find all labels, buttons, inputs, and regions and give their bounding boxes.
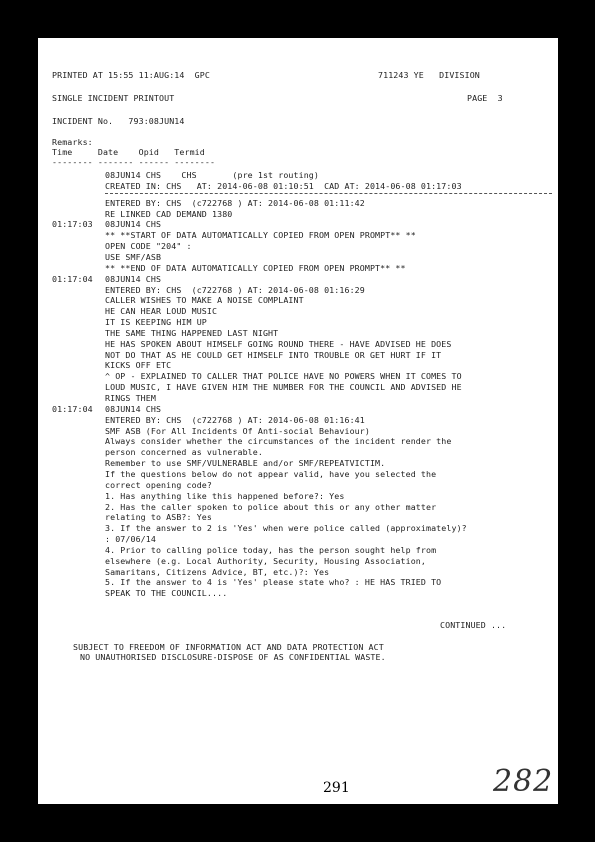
division-code: 711243 YE DIVISION (378, 70, 480, 80)
separator-line (105, 193, 552, 195)
log-line: RINGS THEM (105, 393, 156, 403)
log-line: 2. Has the caller spoken to police about this or any other matter (105, 501, 437, 512)
log-line: 1. Has anything like this happened before?: Yes (105, 490, 345, 501)
log-time: 01:17:03 (52, 219, 93, 230)
log-line: person concerned as vulnerable. (105, 447, 263, 458)
log-line: 08JUN14 CHS (105, 403, 162, 414)
page-label: PAGE 3 (467, 93, 503, 103)
log-line: : 07/06/14 (105, 534, 156, 545)
handwritten-number: 282 (493, 764, 554, 799)
log-line: elsewhere (e.g. Local Authority, Security, Housing Association, (105, 555, 426, 566)
log-line: HE HAS SPOKEN ABOUT HIMSELF GOING ROUND THERE - HAVE ADVISED HE DOES (105, 338, 452, 349)
log-line: THE SAME THING HAPPENED LAST NIGHT (105, 327, 279, 338)
log-line: USE SMF/ASB (105, 251, 162, 262)
log-line: Always consider whether the circumstances of the incident render the (105, 436, 452, 447)
log-line: HE CAN HEAR LOUD MUSIC (105, 306, 218, 317)
footer-line-2: NO UNAUTHORISED DISCLOSURE-DISPOSE OF AS CONFIDENTIAL WASTE. (80, 652, 386, 662)
log-line: correct opening code? (105, 479, 212, 490)
document-page (38, 38, 558, 804)
log-time: 01:17:04 (52, 273, 93, 284)
log-line: LOUD MUSIC, I HAVE GIVEN HIM THE NUMBER FOR THE COUNCIL AND ADVISED HE (105, 382, 462, 393)
document-title: SINGLE INCIDENT PRINTOUT (52, 93, 175, 103)
column-headers: Time Date Opid Termid (52, 147, 205, 157)
log-line: RE LINKED CAD DEMAND 1380 (105, 208, 233, 219)
log-line: ** **END OF DATA AUTOMATICALLY COPIED FROM OPEN PROMPT** ** (105, 262, 406, 273)
log-line: ENTERED BY: CHS (c722768 ) AT: 2014-06-08 01:16:41 (105, 414, 365, 425)
footer-line-1: SUBJECT TO FREEDOM OF INFORMATION ACT AND DATA PROTECTION ACT (73, 642, 384, 652)
log-line: CREATED IN: CHS AT: 2014-06-08 01:10:51 CAD AT: 2014-06-08 01:17:03 (105, 180, 462, 191)
page-number: 291 (323, 780, 350, 796)
log-line: Samaritans, Citizens Advice, BT, etc.)?: Yes (105, 566, 330, 577)
log-line: 08JUN14 CHS CHS (pre 1st routing) (105, 170, 319, 180)
incident-number: INCIDENT No. 793:08JUN14 (52, 116, 185, 126)
log-line: 4. Prior to calling police today, has the person sought help from (105, 544, 437, 555)
log-line: ENTERED BY: CHS (c722768 ) AT: 2014-06-08 01:11:42 (105, 197, 365, 208)
log-line: 08JUN14 CHS (105, 219, 162, 230)
log-line: SMF ASB (For All Incidents Of Anti-social Behaviour) (105, 425, 370, 436)
log-line: relating to ASB?: Yes (105, 512, 212, 523)
log-line: IT IS KEEPING HIM UP (105, 317, 207, 328)
log-line: NOT DO THAT AS HE COULD GET HIMSELF INTO TROUBLE OR GET HURT IF IT (105, 349, 442, 360)
column-dashes: -------- ------- ------ -------- (52, 157, 216, 167)
log-line: ENTERED BY: CHS (c722768 ) AT: 2014-06-08 01:16:29 (105, 284, 365, 295)
log-time: 01:17:04 (52, 403, 93, 414)
printed-at: PRINTED AT 15:55 11:AUG:14 GPC (52, 70, 210, 80)
continued-label: CONTINUED ... (440, 620, 507, 630)
remarks-label: Remarks: (52, 137, 93, 147)
log-line: 5. If the answer to 4 is 'Yes' please state who? : HE HAS TRIED TO (105, 577, 442, 588)
log-line: KICKS OFF ETC (105, 360, 172, 371)
log-line: ^ OP - EXPLAINED TO CALLER THAT POLICE HAVE NO POWERS WHEN IT COMES TO (105, 371, 462, 382)
log-line: 3. If the answer to 2 is 'Yes' when were police called (approximately)? (105, 523, 467, 534)
log-line: SPEAK TO THE COUNCIL.... (105, 588, 228, 599)
log-line: If the questions below do not appear valid, have you selected the (105, 468, 437, 479)
log-line: Remember to use SMF/VULNERABLE and/or SMF/REPEATVICTIM. (105, 458, 386, 469)
log-line: 08JUN14 CHS (105, 273, 162, 284)
log-line: OPEN CODE "204" : (105, 241, 192, 252)
log-line: CALLER WISHES TO MAKE A NOISE COMPLAINT (105, 295, 304, 306)
log-line: ** **START OF DATA AUTOMATICALLY COPIED FROM OPEN PROMPT** ** (105, 230, 416, 241)
